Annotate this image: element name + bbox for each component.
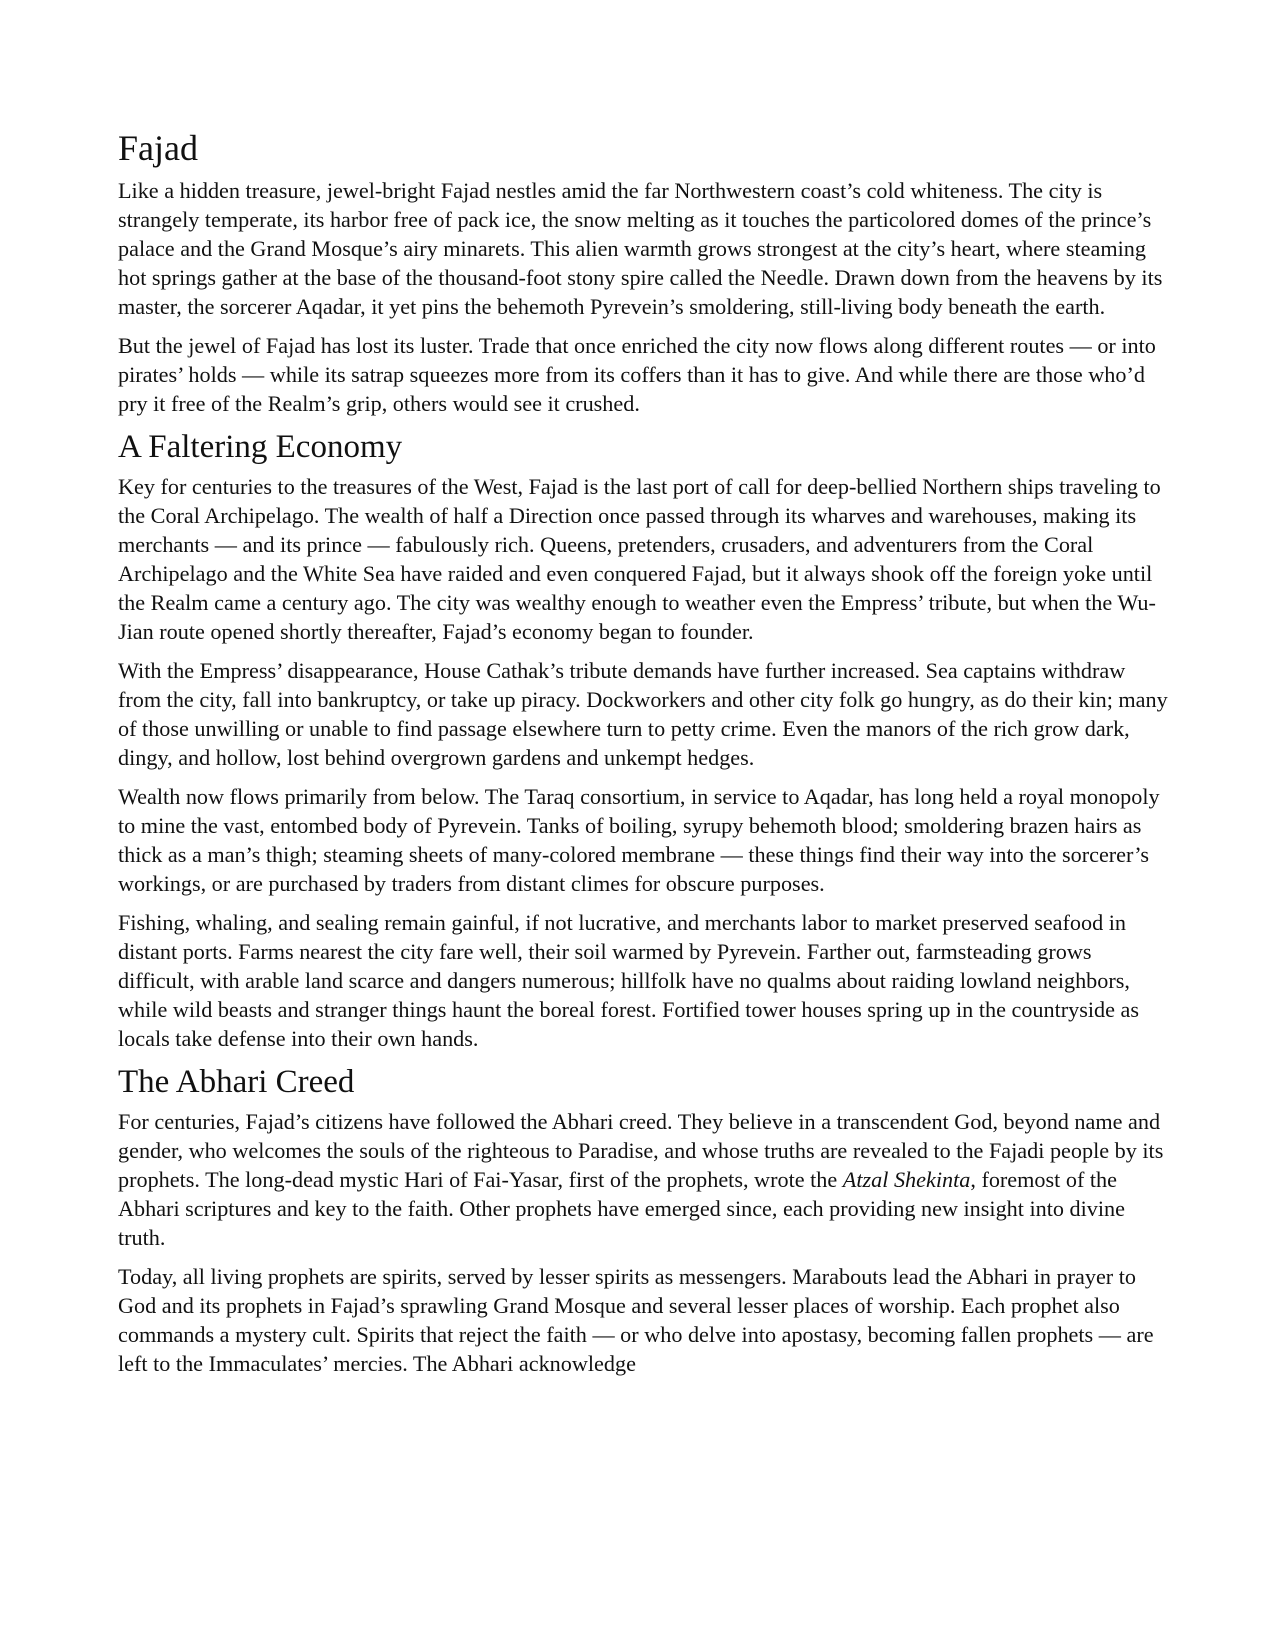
document-page	[118, 128, 1170, 1388]
scripture-title: Atzal Shekinta	[842, 1167, 971, 1192]
section-heading-economy: A Faltering Economy	[118, 429, 403, 465]
economy-paragraph-4: Fishing, whaling, and sealing remain gainful, if not lucrative, and merchants labor to market preserved seafood in distant ports. Farms nearest the city fare well, their soil warmed by Pyrevein. Farther out, farmsteading grows difficult, with arable land scarce and dangers numerous; hillfolk have no qualms about raiding lowland neighbors, while wild beasts and stranger things haunt the boreal forest. Fortified tower houses spring up in the countryside as locals take defense into their own hands.	[118, 910, 1140, 1051]
intro-paragraph-1: Like a hidden treasure, jewel-bright Fajad nestles amid the far Northwestern coast’s cold whiteness. The city is strangely temperate, its harbor free of pack ice, the snow melting as it touches the particolored domes of the prince’s palace and the Grand Mosque’s airy minarets. This alien warmth grows strongest at the city’s heart, where steaming hot springs gather at the base of the thousand-foot stony spire called the Needle. Drawn down from the heavens by its master, the sorcerer Aqadar, it yet pins the behemoth Pyrevein’s smoldering, still-living body beneath the earth.	[118, 178, 1163, 319]
creed-paragraph-1-text-b: , foremost of the Abhari scriptures and key to the faith. Other prophets have emerged since, each providing new insight into divine truth.	[118, 1167, 1125, 1250]
economy-paragraph-2: With the Empress’ disappearance, House Cathak’s tribute demands have further increased. Sea captains withdraw from the city, fall into bankruptcy, or take up piracy. Dockworkers and other city folk go hungry, as do their kin; many of those unwilling or unable to find passage elsewhere turn to petty crime. Even the manors of the rich grow dark, dingy, and hollow, lost behind overgrown gardens and unkempt hedges.	[118, 658, 1168, 770]
page-title: Fajad	[118, 128, 198, 168]
section-heading-creed: The Abhari Creed	[118, 1064, 355, 1100]
economy-paragraph-3: Wealth now flows primarily from below. The Taraq consortium, in service to Aqadar, has long held a royal monopoly to mine the vast, entombed body of Pyrevein. Tanks of boiling, syrupy behemoth blood; smoldering brazen hairs as thick as a man’s thigh; steaming sheets of many-colored membrane — these things find their way into the sorcerer’s workings, or are purchased by traders from distant climes for obscure purposes.	[118, 784, 1160, 896]
intro-paragraph-2: But the jewel of Fajad has lost its luster. Trade that once enriched the city now flows along different routes — or into pirates’ holds — while its satrap squeezes more from its coffers than it has to give. And while there are those who’d pry it free of the Realm’s grip, others would see it crushed.	[118, 333, 1156, 416]
creed-paragraph-2: Today, all living prophets are spirits, served by lesser spirits as messengers. Marabouts lead the Abhari in prayer to God and its prophets in Fajad’s sprawling Grand Mosque and several lesser places of worship. Each prophet also commands a mystery cult. Spirits that reject the faith — or who delve into apostasy, becoming fallen prophets — are left to the Immaculates’ mercies. The Abhari acknowledge	[118, 1264, 1154, 1376]
economy-paragraph-1: Key for centuries to the treasures of the West, Fajad is the last port of call for deep-bellied Northern ships traveling to the Coral Archipelago. The wealth of half a Direction once passed through its wharves and warehouses, making its merchants — and its prince — fabulously rich. Queens, pretenders, crusaders, and adventurers from the Coral Archipelago and the White Sea have raided and even conquered Fajad, but it always shook off the foreign yoke until the Realm came a century ago. The city was wealthy enough to weather even the Empress’ tribute, but when the Wu-Jian route opened shortly thereafter, Fajad’s economy began to founder.	[118, 474, 1161, 644]
creed-paragraph-1	[118, 1107, 1170, 1252]
creed-paragraph-1-text-a: For centuries, Fajad’s citizens have followed the Abhari creed. They believe in a transcendent God, beyond name and gender, who welcomes the souls of the righteous to Paradise, and whose truths are revealed to the Fajadi people by its prophets. The long-dead mystic Hari of Fai-Yasar, first of the prophets, wrote the	[118, 1109, 1164, 1192]
